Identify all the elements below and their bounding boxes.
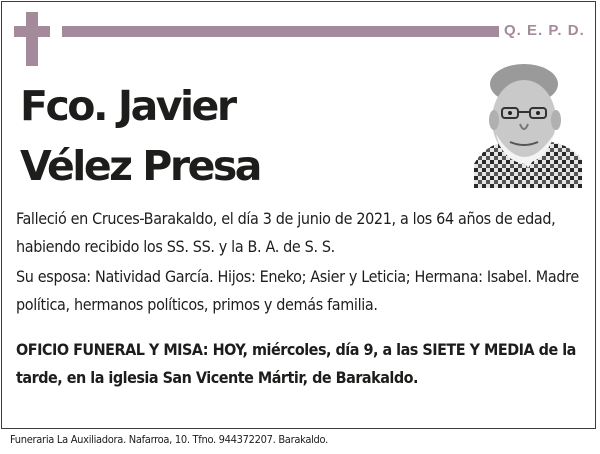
portrait-photo	[474, 64, 582, 188]
obituary-card	[1, 1, 596, 429]
qepd-label: Q. E. P. D.	[504, 22, 585, 39]
deceased-name-first: Fco. Javier	[20, 82, 235, 130]
deceased-name-last: Vélez Presa	[20, 142, 260, 190]
funeral-home-footer: Funeraria La Auxiliadora. Nafarroa, 10. Tfno. 944372207. Barakaldo.	[10, 433, 328, 446]
cross-icon	[26, 12, 38, 66]
portrait-illustration	[474, 64, 582, 188]
family-paragraph: Su esposa: Natividad García. Hijos: Eneko; Asier y Leticia; Hermana: Isabel. Madre política, hermanos políticos, primos y demás familia.	[16, 267, 579, 314]
funeral-service-paragraph: OFICIO FUNERAL Y MISA: HOY, miércoles, día 9, a las SIETE Y MEDIA de la tarde, en la iglesia San Vicente Mártir, de Barakaldo.	[16, 340, 576, 387]
death-notice-paragraph: Falleció en Cruces-Barakaldo, el día 3 de junio de 2021, a los 64 años de edad, habiendo recibido los SS. SS. y la B. A. de S. S.	[16, 209, 556, 256]
header-rule	[62, 26, 499, 37]
cross-icon-bar	[14, 26, 50, 37]
